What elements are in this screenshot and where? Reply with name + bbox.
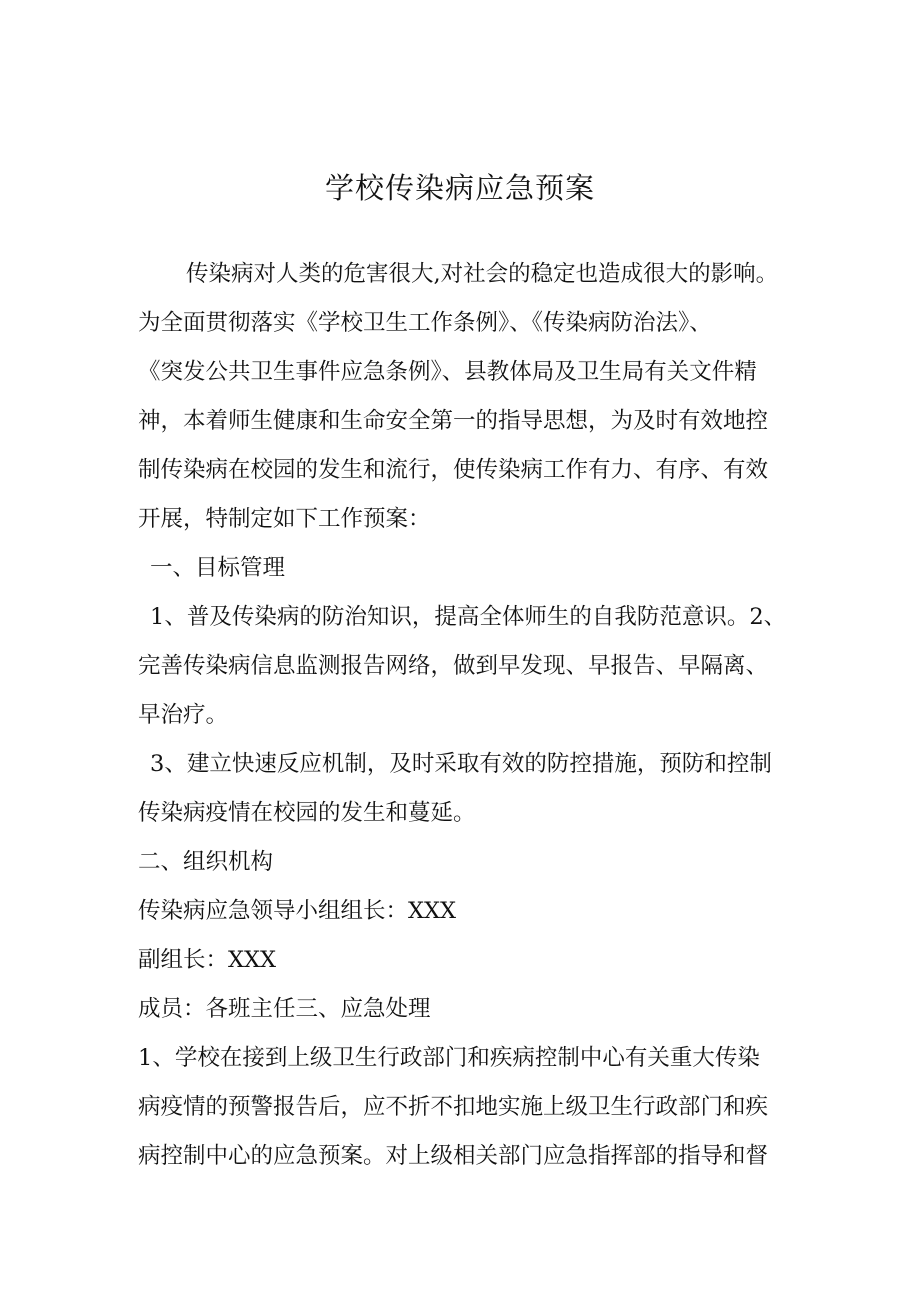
section-heading: 二、组织机构: [138, 849, 274, 875]
paragraph-line: 为全面贯彻落实《学校卫生工作条例》、《传染病防治法》、: [138, 310, 712, 336]
paragraph-line: 病疫情的预警报告后，应不折不扣地实施上级卫生行政部门和疾: [138, 1094, 769, 1120]
paragraph-line: 传染病疫情在校园的发生和蔓延。: [138, 800, 476, 826]
section-heading: 一、目标管理: [150, 555, 286, 581]
document-title: 学校传染病应急预案: [324, 171, 595, 205]
paragraph-line: 病控制中心的应急预案。对上级相关部门应急指挥部的指导和督: [138, 1143, 769, 1169]
paragraph-line: 成员：各班主任三、应急处理: [138, 996, 431, 1022]
paragraph-line: 1、学校在接到上级卫生行政部门和疾病控制中心有关重大传染: [138, 1045, 760, 1071]
paragraph-line: 神，本着师生健康和生命安全第一的指导思想，为及时有效地控: [138, 408, 769, 434]
paragraph-line: 《突发公共卫生事件应急条例》、县教体局及卫生局有关文件精: [138, 359, 757, 385]
paragraph-line: 1、普及传染病的防治知识，提高全体师生的自我防范意识。2、: [150, 604, 787, 630]
paragraph-line: 完善传染病信息监测报告网络，做到早发现、早报告、早隔离、: [138, 653, 769, 679]
paragraph-line: 传染病应急领导小组组长：XXX: [138, 898, 457, 924]
paragraph-line: 制传染病在校园的发生和流行，使传染病工作有力、有序、有效: [138, 457, 769, 483]
paragraph-line: 3、建立快速反应机制，及时采取有效的防控措施，预防和控制: [150, 751, 772, 777]
paragraph-line: 早治疗。: [138, 702, 229, 728]
paragraph-line: 副组长：XXX: [138, 947, 277, 973]
document-body: [138, 250, 800, 1181]
paragraph-line: 传染病对人类的危害很大,对社会的稳定也造成很大的影响。: [186, 261, 779, 287]
paragraph-line: 开展，特制定如下工作预案：: [138, 506, 431, 532]
